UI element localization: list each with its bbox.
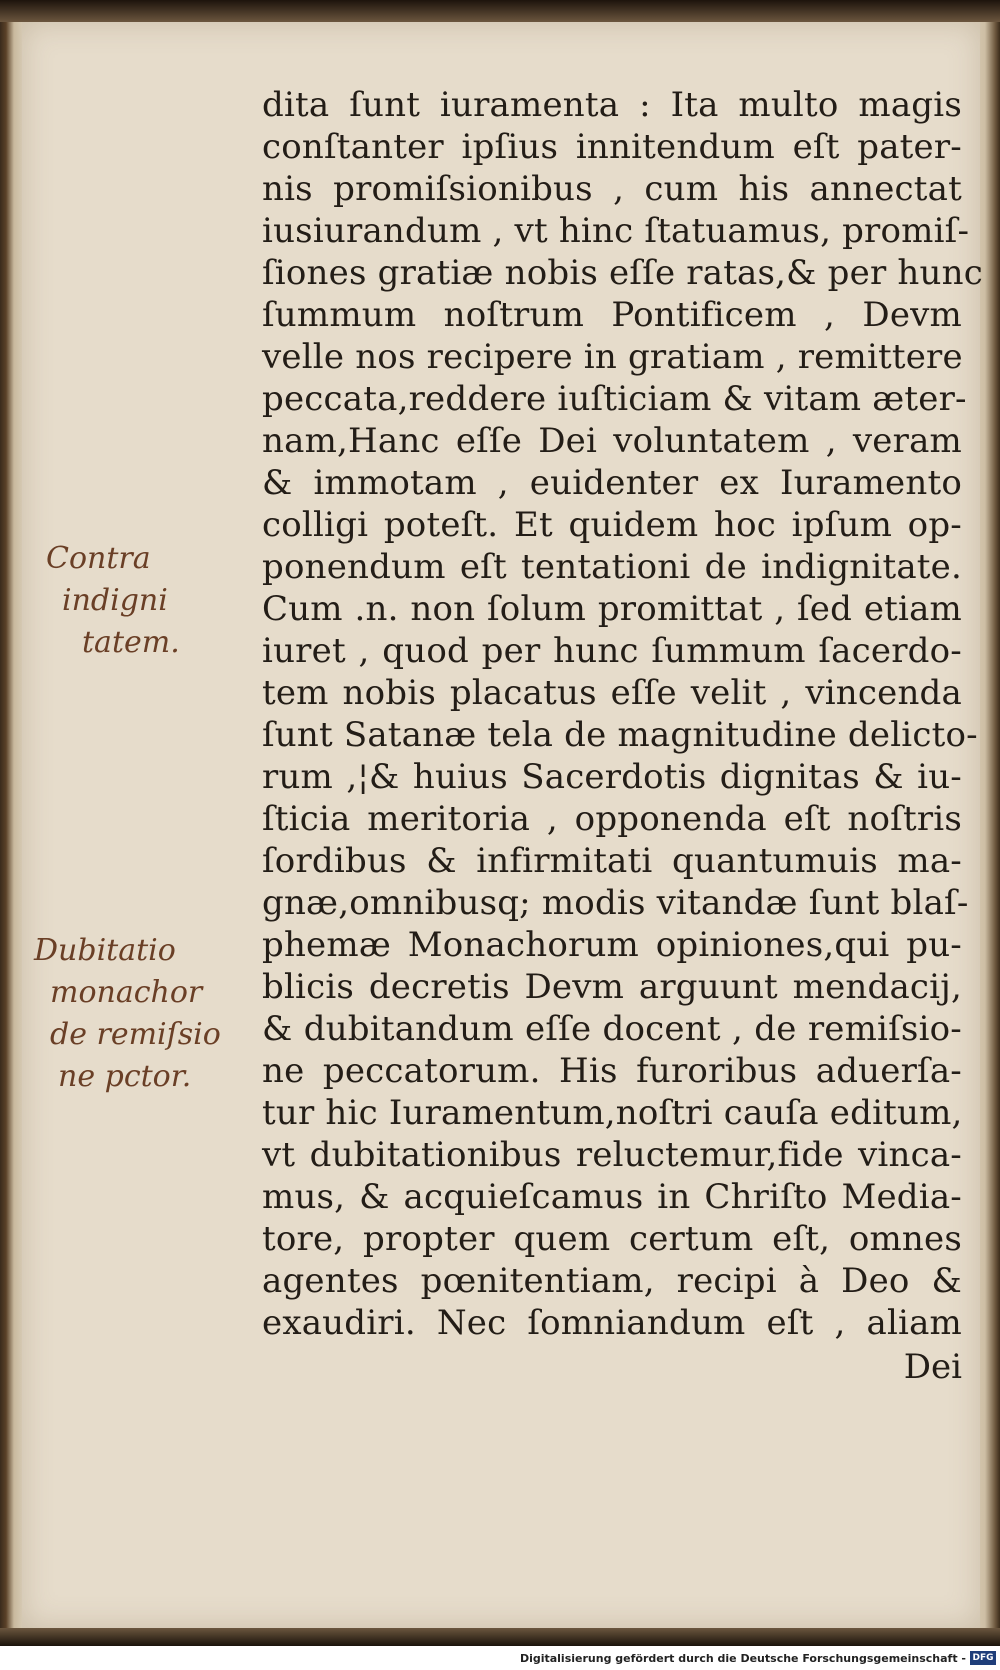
text-line: agentes pœnitentiam, recipi à Deo & (262, 1261, 962, 1301)
text-line: exaudiri. Nec ſomniandum eſt , aliam (262, 1303, 962, 1343)
text-line: ſordibus & infirmitati quantumuis ma- (262, 841, 962, 881)
text-line: rum ,¦& huius Sacerdotis dignitas & iu- (262, 757, 962, 797)
catchword: Dei (903, 1347, 962, 1387)
digitization-credit: Digitalisierung gefördert durch die Deutsche Forschungsgemeinschaft - (519, 1652, 966, 1665)
text-line: ſummum noſtrum Pontificem , Devm (262, 295, 962, 335)
text-line: tore, propter quem certum eſt, omnes (262, 1219, 962, 1259)
main-text-block (262, 84, 983, 1344)
text-line: dita ſunt iuramenta : Ita multo magis (262, 85, 962, 125)
text-line: ſunt Satanæ tela de magnitudine delicto- (262, 715, 978, 755)
scan-bottom-edge (0, 1628, 1000, 1646)
marginal-note-line: monachor (50, 975, 203, 1010)
marginal-note-line: indigni (62, 583, 168, 618)
text-line: conſtanter ipſius innitendum eſt pater- (262, 127, 962, 167)
marginal-note-line: de remiſsio (50, 1017, 221, 1052)
text-line: ſticia meritoria , opponenda eſt noſtris (262, 799, 962, 839)
text-line: vt dubitationibus reluctemur,fide vinca- (262, 1135, 962, 1175)
text-line: ponendum eſt tentationi de indignitate. (262, 547, 962, 587)
text-line: ne peccatorum. His furoribus aduerſa- (262, 1051, 962, 1091)
text-line: Cum .n. non ſolum promittat , ſed etiam (262, 589, 962, 629)
text-line: iusiurandum , vt hinc ſtatuamus, promiſ- (262, 211, 970, 251)
text-line: nam,Hanc eſſe Dei voluntatem , veram (262, 421, 962, 461)
marginal-note-dubitatio (34, 930, 221, 1098)
text-line: gnæ,omnibusq; modis vitandæ ſunt blaſ- (262, 883, 969, 923)
text-line: iuret , quod per hunc ſummum ſacerdo- (262, 631, 962, 671)
text-line: velle nos recipere in gratiam , remittere (262, 337, 963, 377)
text-line: ſiones gratiæ nobis eſſe ratas,& per hunc (262, 253, 983, 293)
text-line: tem nobis placatus eſſe velit , vincenda (262, 673, 962, 713)
text-line: phemæ Monachorum opiniones,qui pu- (262, 925, 962, 965)
text-line: tur hic Iuramentum,noſtri cauſa editum, (262, 1093, 963, 1133)
text-line: colligi poteſt. Et quidem hoc ipſum op- (262, 505, 962, 545)
text-line: & immotam , euidenter ex Iuramento (262, 463, 962, 503)
text-line: nis promiſsionibus , cum his annectat (262, 169, 962, 209)
marginal-note-line: Dubitatio (34, 933, 176, 968)
marginal-note-indignitatem (46, 538, 180, 664)
dfg-logo: DFG (970, 1651, 996, 1665)
text-line: mus, & acquieſcamus in Chriſto Media- (262, 1177, 962, 1217)
marginal-note-line: Contra (46, 541, 151, 576)
scan-top-edge (0, 0, 1000, 22)
text-line: peccata,reddere iuſticiam & vitam æter- (262, 379, 967, 419)
marginal-note-line: tatem. (82, 625, 180, 660)
marginal-note-line: ne pctor. (58, 1059, 192, 1094)
text-line: & dubitandum eſſe docent , de remiſsio- (262, 1009, 962, 1049)
text-line: blicis decretis Devm arguunt mendacij, (262, 967, 962, 1007)
